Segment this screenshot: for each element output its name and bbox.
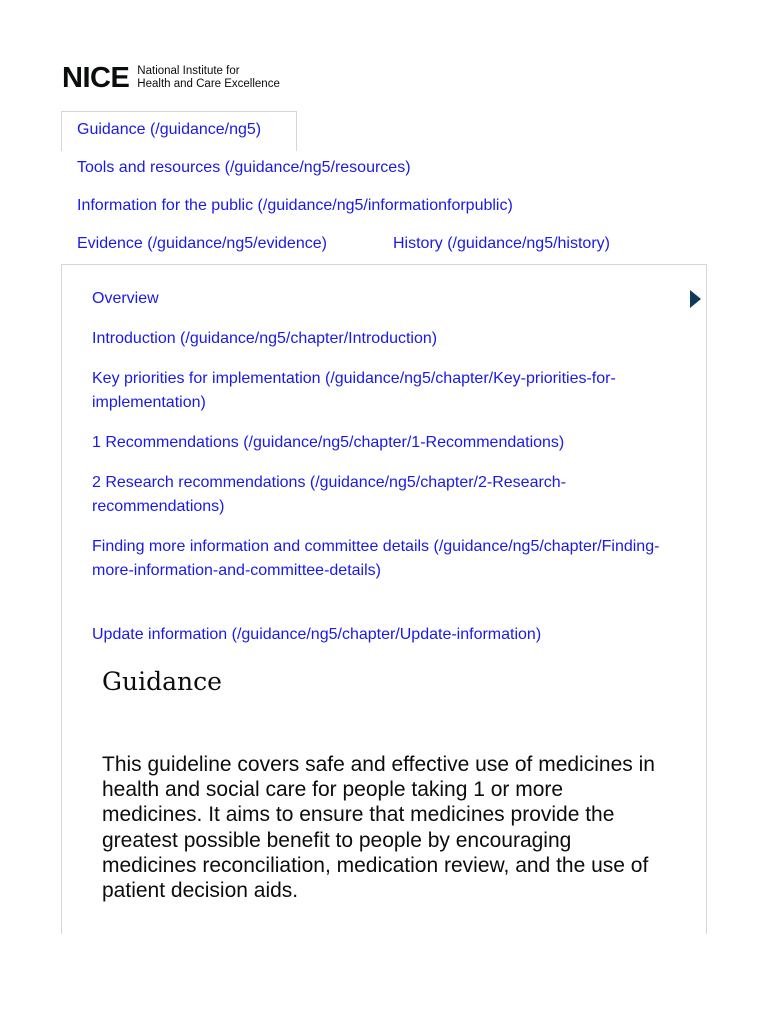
toc-item-key-priorities[interactable]: Key priorities for implementation (/guidance/ng5/chapter/Key-priorities-for-implementation)	[92, 370, 616, 411]
toc-item-overview[interactable]: Overview	[92, 290, 159, 307]
chevron-right-icon[interactable]	[690, 290, 701, 308]
tab-evidence[interactable]: Evidence (/guidance/ng5/evidence)	[77, 235, 327, 252]
logo-subtitle-line1: National Institute for	[137, 65, 240, 77]
toc-item-research-recommendations[interactable]: 2 Research recommendations (/guidance/ng5/chapter/2-Research-recommendations)	[92, 474, 567, 515]
page-title: Guidance	[102, 667, 222, 696]
tab-guidance[interactable]: Guidance (/guidance/ng5)	[77, 121, 262, 138]
toc-item-finding-more-information[interactable]: Finding more information and committee details (/guidance/ng5/chapter/Finding-more-information-and-committee-details)	[92, 538, 660, 579]
logo-subtitle	[137, 65, 280, 91]
logo-subtitle-line2: Health and Care Excellence	[137, 78, 280, 90]
tab-tools-and-resources[interactable]: Tools and resources (/guidance/ng5/resources)	[77, 159, 411, 176]
tab-history[interactable]: History (/guidance/ng5/history)	[393, 235, 610, 252]
tab-information-for-public[interactable]: Information for the public (/guidance/ng5/informationforpublic)	[77, 197, 513, 214]
guidance-summary: This guideline covers safe and effective use of medicines in health and social care for people taking 1 or more medicines. It aims to ensure that medicines provide the greatest possible benefit to people by encouraging medicines reconciliation, medication review, and the use of patient decision aids.	[102, 753, 655, 903]
toc-item-introduction[interactable]: Introduction (/guidance/ng5/chapter/Introduction)	[92, 330, 438, 347]
nice-logo[interactable]	[62, 62, 280, 94]
toc-item-update-information[interactable]: Update information (/guidance/ng5/chapter/Update-information)	[92, 626, 542, 643]
toc-item-recommendations[interactable]: 1 Recommendations (/guidance/ng5/chapter/1-Recommendations)	[92, 434, 565, 451]
logo-mark: NICE	[62, 62, 130, 94]
